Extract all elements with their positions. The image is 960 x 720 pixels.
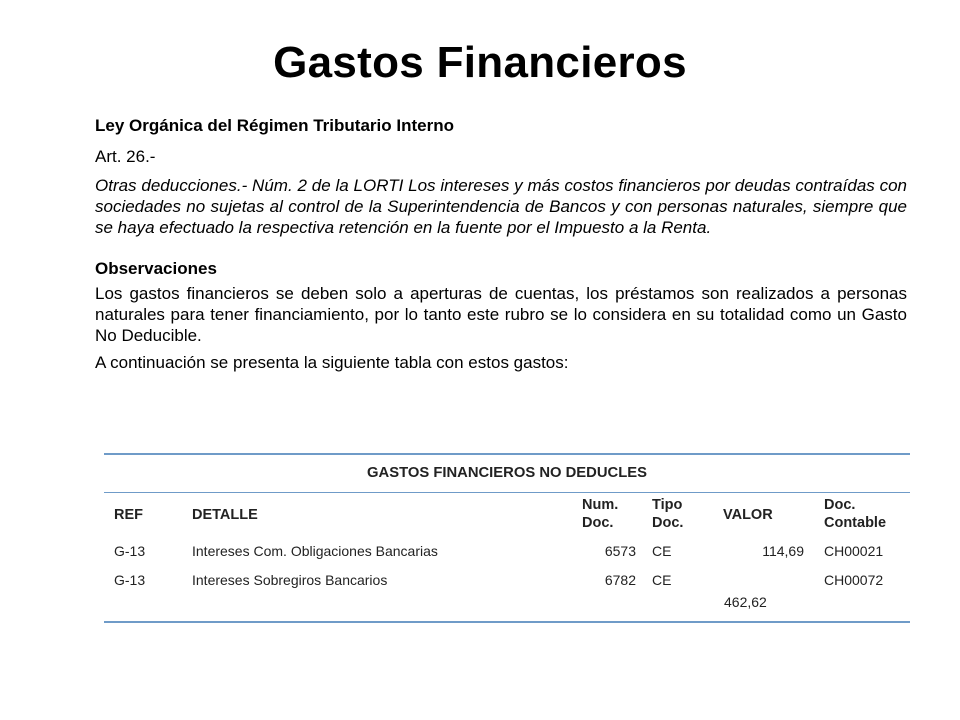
row1-valor: 114,69: [762, 543, 804, 559]
header-doc-contable-line2: Contable: [824, 515, 887, 531]
law-heading: Ley Orgánica del Régimen Tributario Interno: [95, 116, 454, 135]
row1-ref: G-13: [114, 543, 146, 559]
header-num-doc-line1: Num.: [582, 497, 619, 513]
header-tipo-doc-line2: Doc.: [652, 515, 684, 531]
row1-tipo-doc: CE: [652, 543, 672, 559]
header-detalle: DETALLE: [192, 507, 258, 523]
header-ref: REF: [114, 507, 143, 523]
row1-detalle: Intereses Com. Obligaciones Bancarias: [192, 543, 438, 559]
header-valor: VALOR: [723, 507, 773, 523]
table-total: 462,62: [724, 594, 767, 610]
slide-title: Gastos Financieros: [273, 38, 687, 87]
observations-heading: Observaciones: [95, 259, 217, 278]
row2-doc-contable: CH00072: [824, 572, 884, 588]
header-doc-contable-line1: Doc.: [824, 497, 856, 513]
article-text: Otras deducciones.- Núm. 2 de la LORTI Los intereses y más costos financieros por deudas contraídas con sociedades no sujetas al control de la Superintendencia de Bancos y con personas naturales, siempre que se haya efectuado la respectiva retención en la fuente por el Impuesto a la Renta.: [95, 176, 907, 237]
table-intro-text: A continuación se presenta la siguiente tabla con estos gastos:: [95, 353, 569, 372]
row1-num-doc: 6573: [604, 543, 636, 559]
table-title: GASTOS FINANCIEROS NO DEDUCLES: [367, 465, 647, 481]
article-number: Art. 26.-: [95, 147, 156, 166]
header-tipo-doc-line1: Tipo: [652, 497, 683, 513]
observations-text: Los gastos financieros se deben solo a aperturas de cuentas, los préstamos son realizados a personas naturales para tener financiamiento, por lo tanto este rubro se lo considera en su totalidad como un Gasto No Deducible.: [95, 284, 907, 345]
table-title-divider: [104, 492, 910, 493]
slide-body: [95, 115, 907, 373]
row2-tipo-doc: CE: [652, 572, 672, 588]
header-num-doc-line2: Doc.: [582, 515, 614, 531]
row2-num-doc: 6782: [604, 572, 636, 588]
expenses-table: [104, 453, 910, 623]
row2-detalle: Intereses Sobregiros Bancarios: [192, 572, 388, 588]
row1-doc-contable: CH00021: [824, 543, 884, 559]
row2-ref: G-13: [114, 572, 146, 588]
